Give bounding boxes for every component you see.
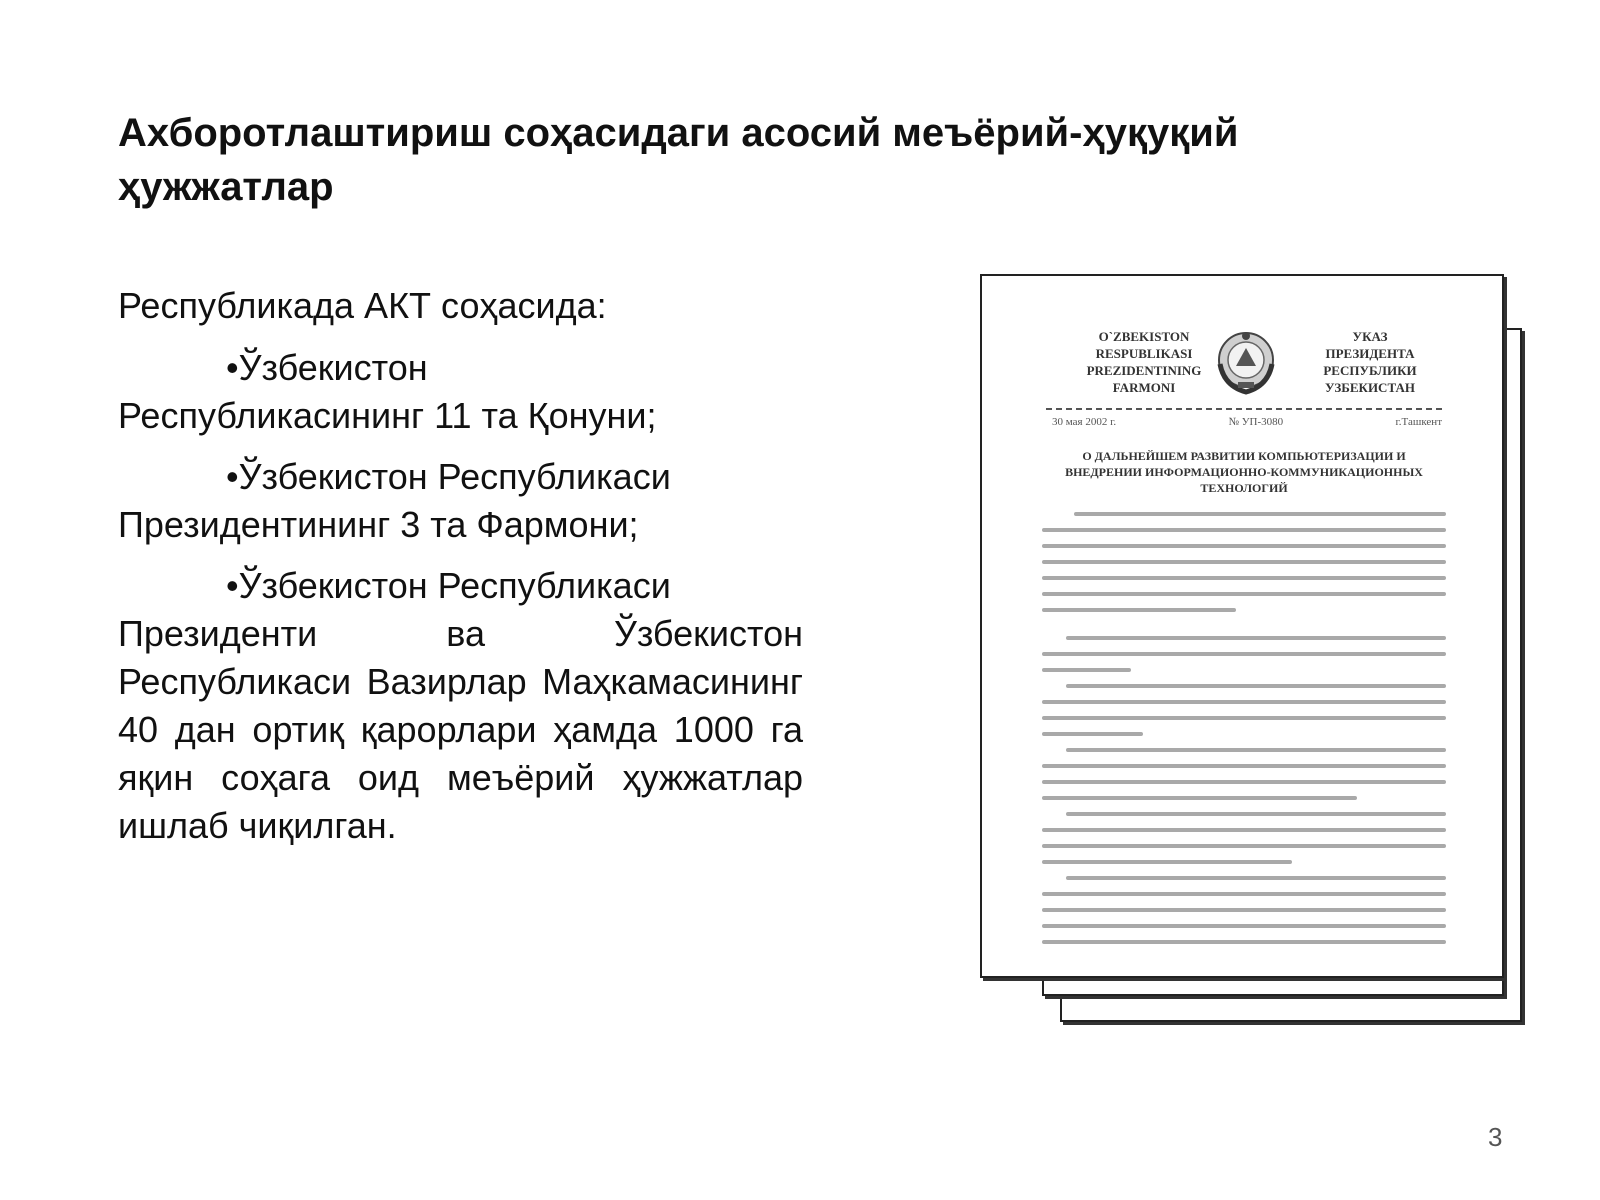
document-divider xyxy=(1046,408,1442,410)
list-item-rest: Республикасининг 11 та Қонуни; xyxy=(118,395,657,436)
list-item xyxy=(118,344,803,440)
list-item-head: •Ўзбекистон Республикаси xyxy=(226,565,671,606)
list-item xyxy=(118,562,803,850)
document-header xyxy=(982,328,1502,408)
list-item-rest: Президентининг 3 та Фармони; xyxy=(118,504,639,545)
document-body-text xyxy=(1042,512,1446,956)
slide-body xyxy=(118,282,803,863)
document-number: № УП-3080 xyxy=(1228,416,1284,428)
document-meta xyxy=(1052,416,1442,428)
document-header-right: УКАЗ ПРЕЗИДЕНТА РЕСПУБЛИКИ УЗБЕКИСТАН xyxy=(1323,329,1417,395)
list-item-head: •Ўзбекистон xyxy=(226,347,428,388)
document-date: 30 мая 2002 г. xyxy=(1052,416,1117,428)
document-image xyxy=(980,274,1540,1024)
document-header-left: O`ZBEKISTON RESPUBLIKASI PREZIDENTINING FARMONI xyxy=(1086,329,1202,395)
state-emblem-icon xyxy=(1214,326,1278,398)
page-number: 3 xyxy=(1488,1122,1503,1152)
list-item xyxy=(118,453,803,549)
document-city: г.Ташкент xyxy=(1395,416,1442,428)
list-item-head: •Ўзбекистон Республикаси xyxy=(226,456,671,497)
slide-title: Ахборотлаштириш соҳасидаги асосий меъёрий-ҳуқуқий ҳужжатлар xyxy=(118,111,1239,209)
list-item-rest: Президенти ва Ўзбекистон Республикаси Вазирлар Маҳкамасининг 40 дан ортиқ қарорлари ҳамда 1000 га яқин соҳага оид меъёрий ҳужжатлар ишлаб чиқилган. xyxy=(118,613,803,846)
document-title: О ДАЛЬНЕЙШЕМ РАЗВИТИИ КОМПЬЮТЕРИЗАЦИИ И ВНЕДРЕНИИ ИНФОРМАЦИОННО-КОММУНИКАЦИОННЫХ ТЕХНОЛОГИЙ xyxy=(1065,449,1423,495)
document-sheet-front xyxy=(980,274,1504,978)
intro-text: Республикада АКТ соҳасида: xyxy=(118,285,607,326)
